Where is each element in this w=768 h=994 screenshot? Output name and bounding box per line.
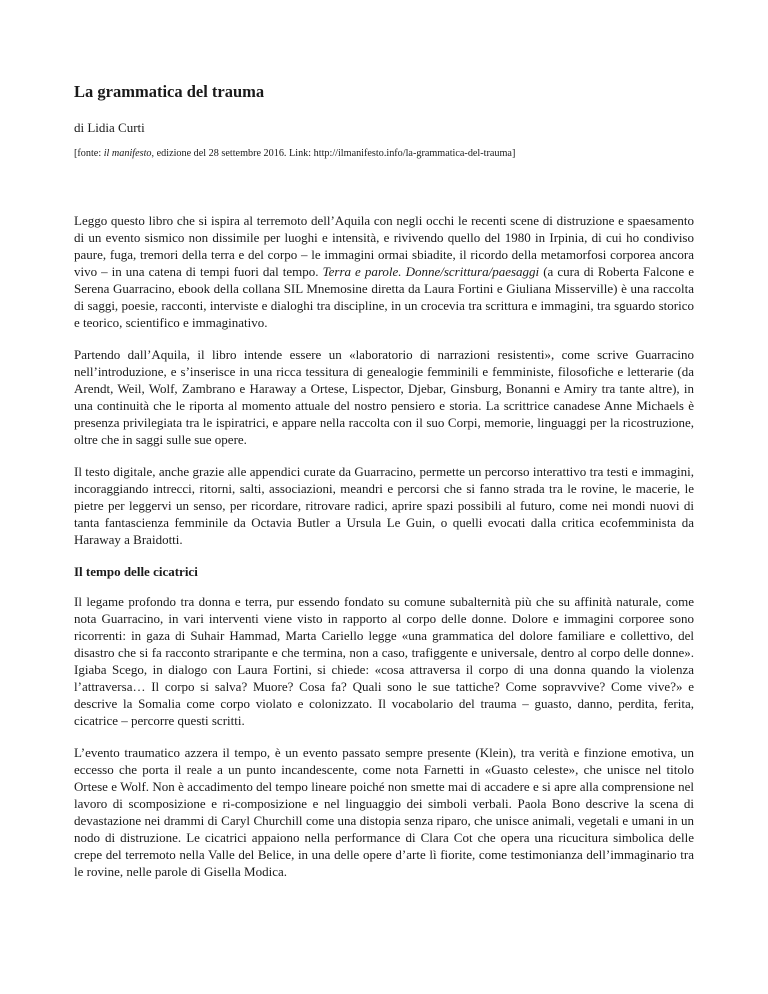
- document-page: [74, 82, 694, 895]
- paragraph-3: Il testo digitale, anche grazie alle appendici curate da Guarracino, permette un percorso interattivo tra testi e immagini, incoraggiando intrecci, ritorni, salti, associazioni, meandri e percorsi che si fanno strada tra le rovine, le macerie, le pietre per leggervi un senso, per ricordare, ritrovare radici, aprire spazi possibili al futuro, come nei mondi nuovi di tanta fantascienza femminile da Octavia Butler a Ursula Le Guin, o quelli evocati dalla critica ecofemminista da Haraway a Braidotti.: [74, 463, 694, 547]
- section-heading: Il tempo delle cicatrici: [74, 563, 198, 579]
- paragraph-5: L’evento traumatico azzera il tempo, è un evento passato sempre presente (Klein), tra verità e finzione emotiva, un eccesso che porta il reale a un punto incandescente, come nota Farnetti in «Guasto celeste», che unisce nel titolo Ortese e Wolf. Non è accadimento del tempo lineare poiché non smette mai di accadere e si apre alla comprensione nel lavoro di scomposizione e ri-composizione e nel linguaggio dei simboli verbali. Paola Bono descrive la scena di devastazione nei drammi di Caryl Churchill come una distopia senza riparo, che unisce animali, vegetali e umani in un nodo di distruzione. Le cicatrici appaiono nella performance di Clara Cot che opera una ricucitura simbolica delle crepe del terremoto nella Valle del Belice, in una delle opere d’arte lì fiorite, come testimonianza dell’immaginario tra le rovine, nelle parole di Gisella Modica.: [74, 744, 694, 879]
- source-prefix: [fonte:: [74, 148, 104, 160]
- author-byline: di Lidia Curti: [74, 119, 145, 135]
- paragraph-1-text-a: Leggo questo libro che si ispira al terremoto dell’Aquila con negli occhi le recenti scene di distruzione e spaesamento di un evento sismico non dissimile per luoghi e intensità, e rivivendo quello del 1980 in Irpinia, di cui ho condiviso paure, fuga, tremori della terra e del corpo – le immagini ormai sbiadite, il ricordo della metamorfosi corporea ancora vivo – in una catena di tempi fuori dal tempo.: [74, 212, 694, 279]
- document-title: La grammatica del trauma: [74, 82, 265, 101]
- source-publication: il manifesto: [103, 148, 152, 160]
- paragraph-4: Il legame profondo tra donna e terra, pur essendo fondato su comune subalternità più che su affinità naturale, come nota Guarracino, in vari interventi viene visto in rapporto al corpo delle donne. Dolore e immagini corporee sono ricorrenti: in gaza di Suhair Hammad, Marta Cariello legge «una grammatica del dolore familiare e collettivo, del disastro che si fa racconto straripante e che termina, non a caso, trafiggente e universale, dentro al corpo delle donne». Igiaba Scego, in dialogo con Laura Fortini, si chiede: «cosa attraversa il corpo di una donna quando la violenza l’attraversa… Il corpo si salva? Muore? Cosa fa? Quali sono le sue tattiche? Come sopravvive? Come vive?» e descrive la Somalia come corpo violato e colonizzato. Il vocabolario del trauma – guasto, danno, perdita, ferita, cicatrice – percorre questi scritti.: [74, 593, 694, 728]
- paragraph-1-text-b: (a cura di Roberta Falcone e Serena Guarracino, ebook della collana SIL Mnemosine diretta da Laura Fortini e Giuliana Misserville) è una raccolta di saggi, poesie, racconti, interviste e dialoghi tra discipline, in un crocevia tra scrittura e immagini, tra sguardo storico e teorico, scientifico e immaginativo.: [74, 263, 694, 330]
- source-note: [74, 148, 694, 160]
- book-title: Terra e parole. Donne/scrittura/paesaggi: [322, 263, 540, 279]
- paragraph-2: Partendo dall’Aquila, il libro intende essere un «laboratorio di narrazioni resistenti», come scrive Guarracino nell’introduzione, e s’inserisce in una ricca tessitura di genealogie femminili e femministe, filosofiche e letterarie (da Arendt, Weil, Wolf, Zambrano e Haraway a Ortese, Lispector, Djebar, Ginsburg, Bonanni e Amiry tra tante altre), in una continuità che le riporta al momento attuale del nostro pensiero e storia. La scrittrice canadese Anne Michaels è presenza privilegiata tra le ispiratrici, e appare nella raccolta con il suo Corpi, memorie, linguaggi per la ricostruzione, oltre che in saggi sulle sue opere.: [74, 346, 694, 447]
- paragraph-1: [74, 212, 694, 331]
- source-suffix: , edizione del 28 settembre 2016. Link: http://ilmanifesto.info/la-grammatica-del-trauma]: [151, 148, 516, 160]
